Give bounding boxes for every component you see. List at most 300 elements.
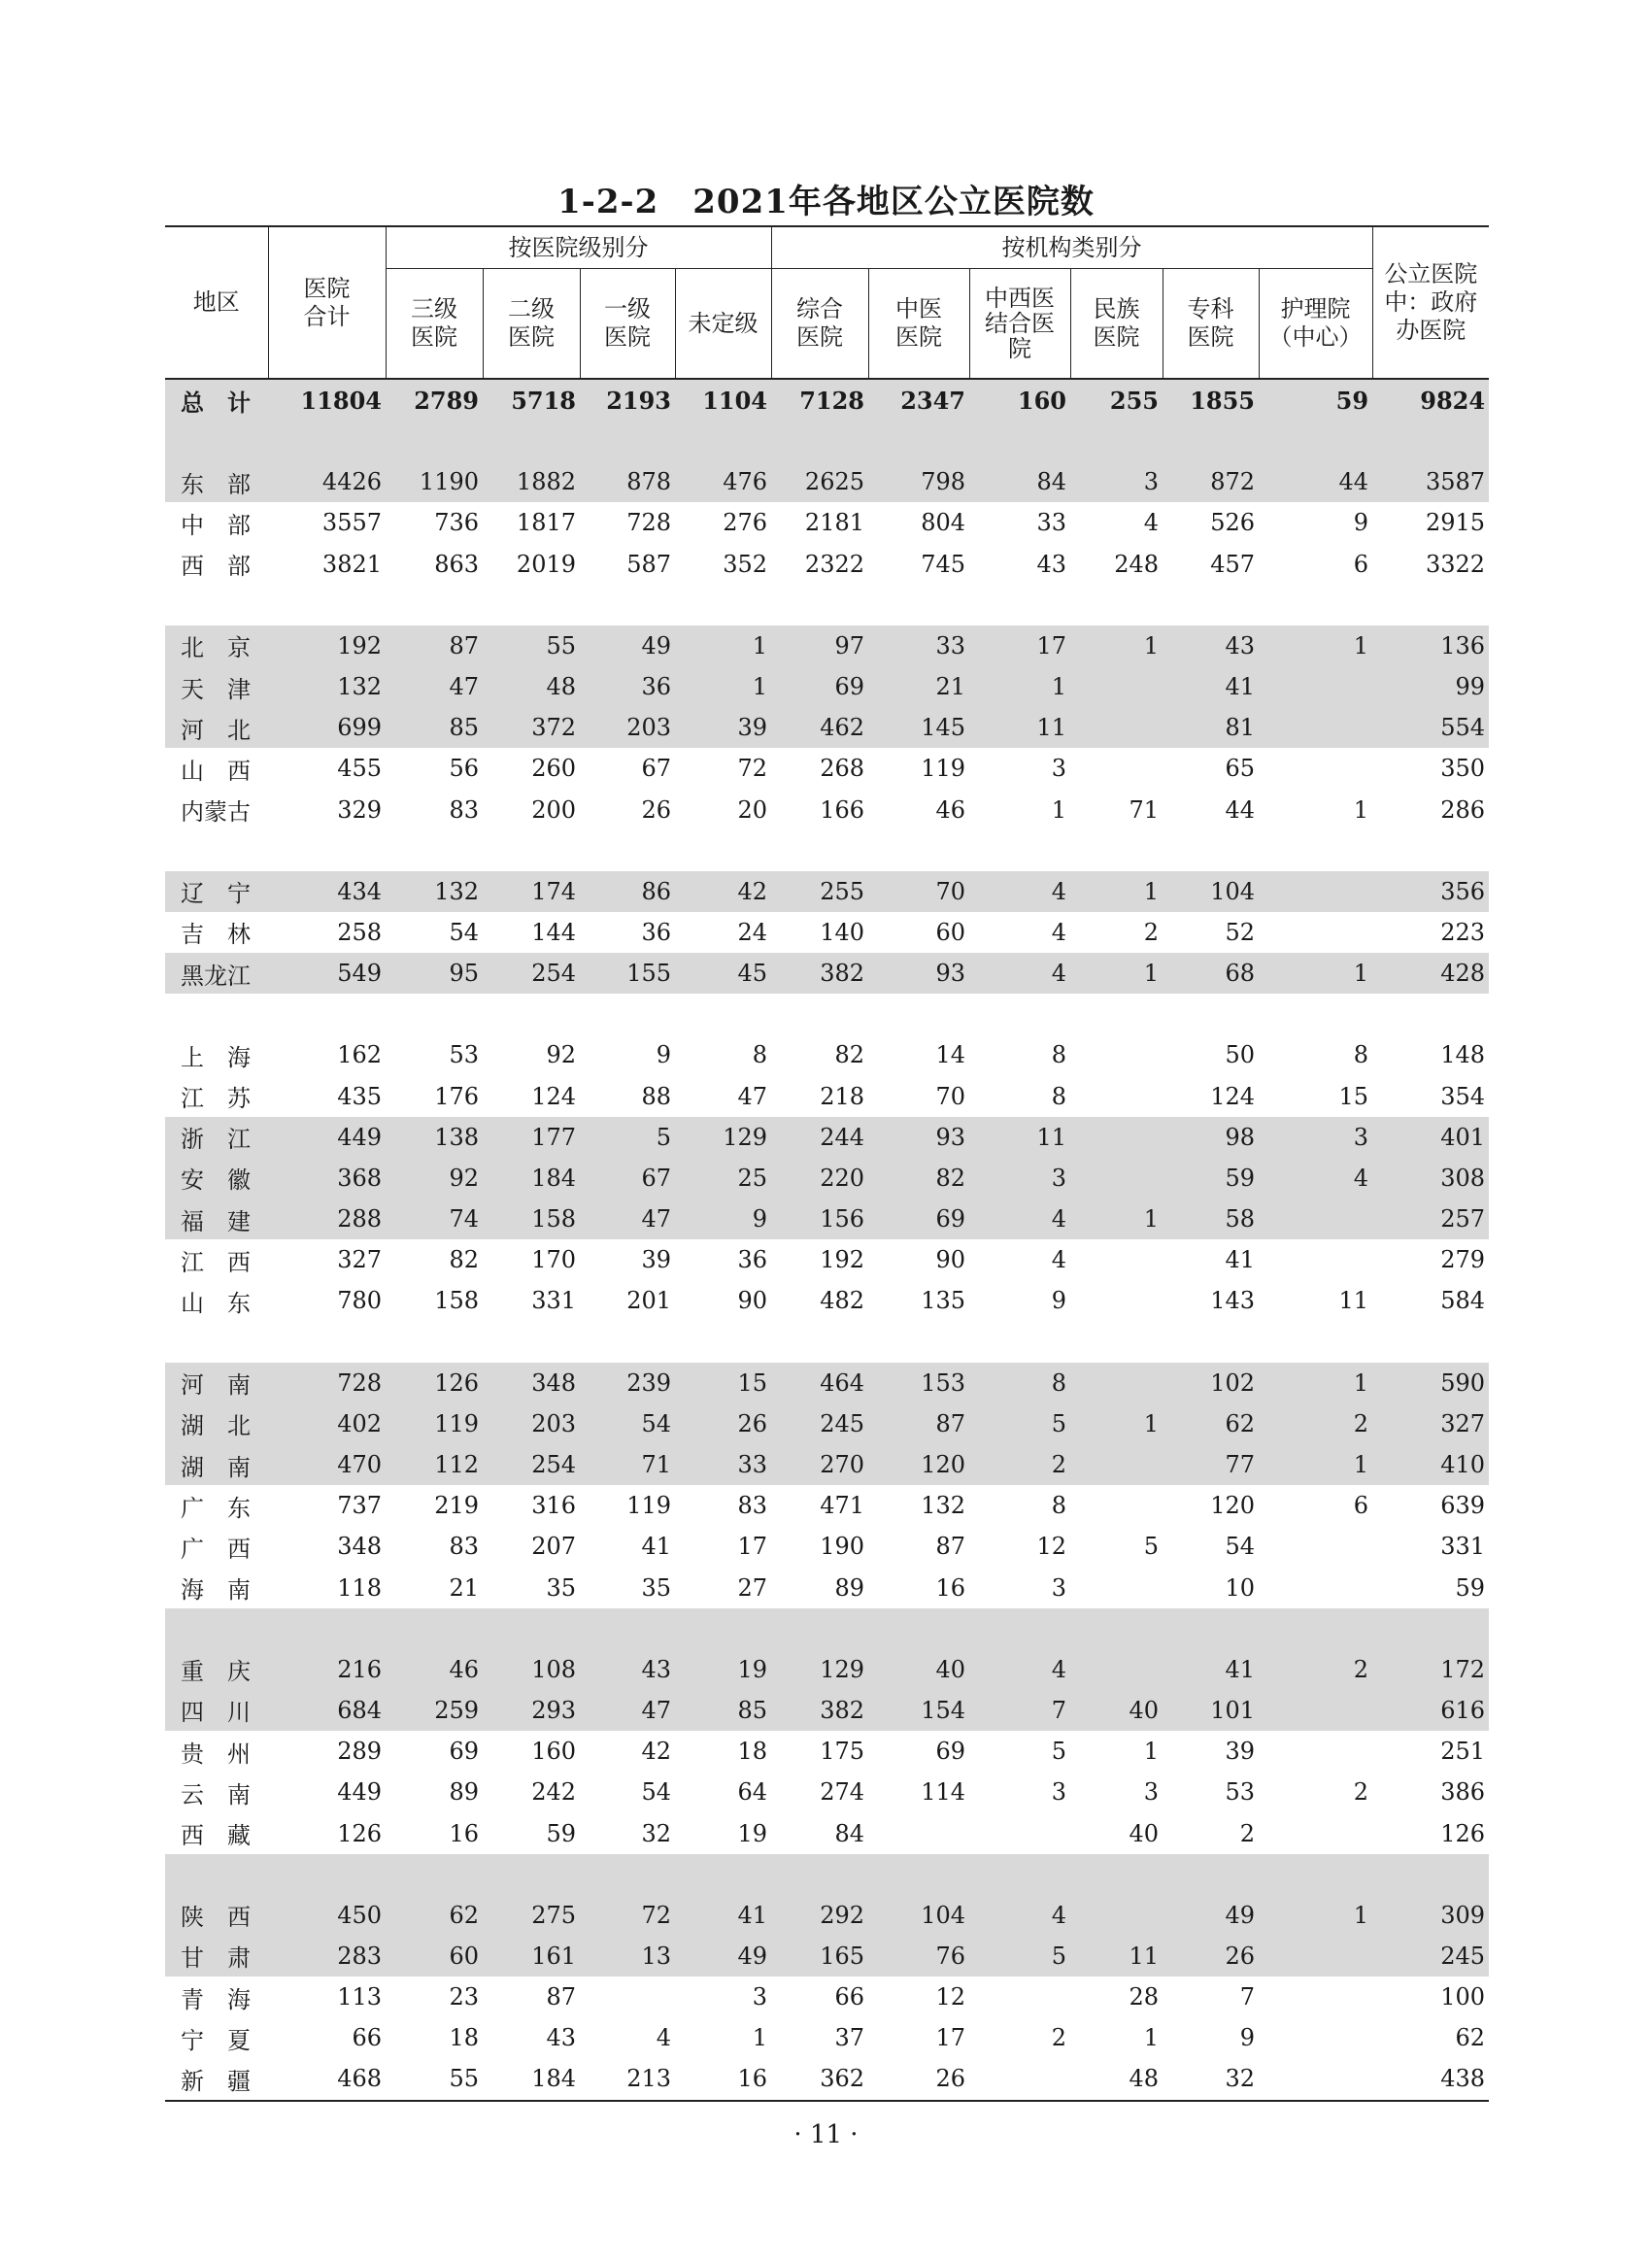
header-nursing: 护理院 （中心） [1259, 269, 1372, 380]
cell-gen: 166 [820, 795, 864, 824]
cell-eth [1070, 1280, 1163, 1321]
cell-l2: 87 [546, 1983, 576, 2011]
cell-eth: 1 [1070, 871, 1163, 912]
cell-tcm: 120 [868, 1444, 969, 1485]
cell-spe: 457 [1210, 550, 1255, 578]
cell-gen: 7128 [771, 379, 868, 421]
spacer-cell [1163, 421, 1259, 461]
cell-nur: 11 [1338, 1287, 1369, 1315]
cell-l1: 4 [656, 2024, 671, 2052]
cell-tcm: 76 [868, 1936, 969, 1977]
cell-eth: 1 [1143, 2024, 1159, 2052]
spacer-cell [1163, 994, 1259, 1034]
spacer-cell [675, 421, 771, 461]
cell-un: 9 [675, 1199, 771, 1239]
cell-gov: 308 [1372, 1158, 1489, 1199]
cell-tcm: 132 [921, 1492, 965, 1520]
cell-gen: 2322 [804, 550, 864, 578]
cell-spe: 9 [1239, 2024, 1255, 2052]
cell-total: 402 [268, 1403, 386, 1444]
cell-l1: 5 [580, 1117, 675, 1158]
cell-tcm: 114 [921, 1778, 965, 1807]
cell-int: 4 [1051, 1246, 1066, 1274]
table-row [165, 461, 1489, 502]
header-group-type: 按机构类别分 [771, 226, 1372, 269]
cell-l2: 207 [531, 1533, 576, 1561]
cell-int: 11 [969, 1117, 1070, 1158]
cell-tcm: 70 [868, 871, 969, 912]
cell-gov: 279 [1440, 1246, 1486, 1274]
cell-l2: 177 [483, 1117, 580, 1158]
cell-tcm: 70 [935, 1082, 965, 1110]
cell-nur [1259, 2017, 1372, 2058]
spacer-cell [675, 1854, 771, 1895]
table-row [165, 625, 1489, 666]
spacer-row [165, 830, 1489, 871]
cell-total: 126 [337, 1819, 382, 1847]
cell-spe: 2 [1239, 1819, 1255, 1847]
spacer-cell [868, 1322, 969, 1363]
cell-total: 132 [268, 666, 386, 707]
cell-gov: 251 [1440, 1738, 1486, 1766]
cell-l1: 71 [580, 1444, 675, 1485]
cell-l3: 138 [386, 1117, 483, 1158]
table-row [165, 1158, 1489, 1199]
cell-total: 289 [337, 1738, 382, 1766]
header-level3: 三级 医院 [386, 269, 483, 380]
spacer-cell [1259, 1854, 1372, 1895]
cell-un: 24 [737, 918, 767, 946]
cell-gov: 9824 [1372, 379, 1489, 421]
cell-nur: 1 [1259, 1444, 1372, 1485]
spacer-cell [1163, 585, 1259, 625]
cell-tcm: 26 [868, 2058, 969, 2100]
hospital-count-table [165, 225, 1489, 2102]
cell-l3: 95 [386, 953, 483, 994]
total-row [165, 379, 1489, 421]
spacer-cell [1070, 1322, 1163, 1363]
cell-eth [1070, 748, 1163, 789]
cell-gen: 462 [771, 707, 868, 748]
cell-int: 2 [969, 1444, 1070, 1485]
spacer-cell [868, 1608, 969, 1649]
table-body [165, 379, 1489, 2101]
cell-eth: 48 [1070, 2058, 1163, 2100]
cell-l1: 39 [641, 1246, 671, 1274]
table-row [165, 666, 1489, 707]
spacer-cell [771, 1608, 868, 1649]
cell-un: 8 [752, 1041, 767, 1069]
cell-tcm: 69 [868, 1199, 969, 1239]
cell-spe: 50 [1225, 1041, 1255, 1069]
cell-un: 1104 [675, 379, 771, 421]
cell-nur [1259, 1199, 1372, 1239]
spacer-cell [1070, 994, 1163, 1034]
cell-l1: 9 [656, 1041, 671, 1069]
cell-total: 216 [268, 1649, 386, 1690]
cell-spe: 44 [1225, 795, 1255, 824]
spacer-cell [1163, 1322, 1259, 1363]
cell-total: 66 [352, 2024, 382, 2052]
cell-gov: 245 [1372, 1936, 1489, 1977]
cell-un: 476 [675, 461, 771, 502]
cell-gen: 218 [820, 1082, 864, 1110]
cell-l2: 59 [546, 1819, 576, 1847]
region-name: 中 部 [181, 511, 251, 539]
cell-gen: 382 [771, 1690, 868, 1731]
cell-total: 728 [268, 1363, 386, 1403]
cell-l1: 239 [580, 1363, 675, 1403]
table-row [165, 748, 1489, 789]
region-name: 黑龙江 [165, 953, 268, 994]
spacer-cell [969, 994, 1070, 1034]
cell-l1: 878 [580, 461, 675, 502]
cell-l1: 203 [580, 707, 675, 748]
table-row [165, 1075, 1489, 1116]
cell-int: 4 [969, 1895, 1070, 1936]
spacer-cell [268, 994, 386, 1034]
cell-l2: 144 [531, 918, 576, 946]
header-unrated: 未定级 [675, 269, 771, 380]
cell-total: 435 [337, 1082, 382, 1110]
spacer-cell [868, 421, 969, 461]
cell-tcm: 798 [868, 461, 969, 502]
spacer-cell [165, 994, 268, 1034]
cell-nur: 1 [1259, 1895, 1372, 1936]
cell-int [969, 2058, 1070, 2100]
cell-int: 9 [1051, 1287, 1066, 1315]
cell-int: 1 [1051, 795, 1066, 824]
cell-total: 3557 [321, 509, 382, 537]
cell-int: 8 [969, 1363, 1070, 1403]
cell-eth: 1 [1070, 953, 1163, 994]
cell-total: 455 [337, 755, 382, 783]
cell-spe: 98 [1163, 1117, 1259, 1158]
spacer-cell [771, 994, 868, 1034]
cell-total: 288 [268, 1199, 386, 1239]
cell-nur: 1 [1259, 625, 1372, 666]
cell-int: 33 [1036, 509, 1066, 537]
cell-gen: 382 [771, 953, 868, 994]
cell-l3: 112 [386, 1444, 483, 1485]
cell-l3: 89 [449, 1778, 479, 1807]
cell-spe: 65 [1225, 755, 1255, 783]
spacer-cell [165, 585, 268, 625]
cell-l3: 74 [386, 1199, 483, 1239]
region-name: 江 苏 [181, 1085, 251, 1113]
spacer-cell [1070, 1608, 1163, 1649]
cell-eth: 71 [1129, 795, 1159, 824]
cell-int: 8 [1051, 1492, 1066, 1520]
cell-total: 192 [268, 625, 386, 666]
table-row [165, 1977, 1489, 2017]
cell-gen: 84 [834, 1819, 864, 1847]
cell-tcm: 40 [868, 1649, 969, 1690]
cell-nur: 3 [1259, 1117, 1372, 1158]
cell-tcm: 16 [935, 1573, 965, 1602]
cell-un: 15 [675, 1363, 771, 1403]
spacer-cell [675, 1608, 771, 1649]
cell-l1: 54 [580, 1403, 675, 1444]
cell-spe: 49 [1163, 1895, 1259, 1936]
cell-l3: 119 [386, 1403, 483, 1444]
region-name: 吉 林 [181, 921, 251, 949]
region-name: 上 海 [181, 1043, 251, 1071]
table-row [165, 544, 1489, 585]
cell-tcm: 17 [935, 2024, 965, 2052]
cell-gov: 126 [1440, 1819, 1486, 1847]
spacer-cell [165, 421, 268, 461]
spacer-cell [969, 1854, 1070, 1895]
cell-gov: 309 [1372, 1895, 1489, 1936]
cell-un: 49 [675, 1936, 771, 1977]
spacer-cell [1070, 830, 1163, 871]
cell-spe: 41 [1163, 666, 1259, 707]
cell-tcm: 93 [868, 953, 969, 994]
spacer-row [165, 994, 1489, 1034]
cell-eth: 4 [1143, 509, 1159, 537]
table-row [165, 1895, 1489, 1936]
cell-gov: 554 [1372, 707, 1489, 748]
region-name: 山 西 [181, 757, 251, 785]
region-name: 广 西 [181, 1535, 251, 1563]
cell-un: 33 [675, 1444, 771, 1485]
region-name: 浙 江 [165, 1117, 268, 1158]
cell-gen: 37 [834, 2024, 864, 2052]
cell-un: 85 [675, 1690, 771, 1731]
region-name: 山 东 [181, 1289, 251, 1317]
cell-l3: 85 [386, 707, 483, 748]
spacer-cell [868, 830, 969, 871]
cell-gov: 286 [1440, 795, 1486, 824]
cell-eth [1070, 1895, 1163, 1936]
cell-nur: 2 [1353, 1778, 1369, 1807]
spacer-cell [969, 830, 1070, 871]
cell-l2: 48 [483, 666, 580, 707]
cell-l3: 21 [449, 1573, 479, 1602]
header-ethnic: 民族 医院 [1070, 269, 1163, 380]
cell-l2: 260 [531, 755, 576, 783]
cell-l3: 55 [386, 2058, 483, 2100]
cell-l2: 158 [483, 1199, 580, 1239]
cell-nur [1259, 1812, 1372, 1853]
cell-l3: 47 [386, 666, 483, 707]
cell-tcm: 804 [921, 509, 965, 537]
cell-gov: 386 [1440, 1778, 1486, 1807]
cell-gen: 220 [771, 1158, 868, 1199]
cell-l2: 254 [483, 1444, 580, 1485]
cell-total: 368 [268, 1158, 386, 1199]
spacer-cell [483, 1322, 580, 1363]
spacer-cell [386, 1322, 483, 1363]
cell-l3: 2789 [386, 379, 483, 421]
cell-nur: 2 [1259, 1649, 1372, 1690]
cell-spe: 102 [1163, 1363, 1259, 1403]
cell-spe: 59 [1163, 1158, 1259, 1199]
cell-gov: 327 [1372, 1403, 1489, 1444]
cell-l1: 26 [641, 795, 671, 824]
cell-total: 450 [268, 1895, 386, 1936]
cell-int: 3 [1051, 1573, 1066, 1602]
cell-nur: 1 [1353, 795, 1369, 824]
spacer-cell [1163, 1608, 1259, 1649]
cell-int: 5 [1051, 1738, 1066, 1766]
spacer-cell [771, 830, 868, 871]
cell-tcm: 69 [935, 1738, 965, 1766]
cell-gov: 401 [1372, 1117, 1489, 1158]
cell-gov: 136 [1372, 625, 1489, 666]
spacer-cell [268, 421, 386, 461]
cell-eth [1070, 707, 1163, 748]
cell-l3: 53 [449, 1041, 479, 1069]
cell-l1 [580, 1977, 675, 2017]
cell-spe: 43 [1163, 625, 1259, 666]
cell-spe: 104 [1163, 871, 1259, 912]
cell-gov: 331 [1440, 1533, 1486, 1561]
cell-l2: 293 [483, 1690, 580, 1731]
cell-total: 113 [337, 1983, 382, 2011]
cell-eth: 40 [1070, 1690, 1163, 1731]
cell-gen: 2625 [771, 461, 868, 502]
spacer-cell [268, 585, 386, 625]
cell-eth [1070, 1239, 1163, 1280]
cell-l1: 36 [641, 918, 671, 946]
cell-l2: 160 [531, 1738, 576, 1766]
cell-gen: 192 [820, 1246, 864, 1274]
header-general: 综合 医院 [771, 269, 868, 380]
cell-int: 1 [969, 666, 1070, 707]
cell-gen: 362 [771, 2058, 868, 2100]
cell-total: 468 [268, 2058, 386, 2100]
region-name: 青 海 [181, 1985, 251, 2013]
spacer-cell [675, 1322, 771, 1363]
table-row [165, 1772, 1489, 1812]
region-name: 河 北 [165, 707, 268, 748]
cell-l1: 13 [580, 1936, 675, 1977]
cell-un: 3 [752, 1983, 767, 2011]
cell-gen: 244 [771, 1117, 868, 1158]
cell-l1: 41 [641, 1533, 671, 1561]
cell-total: 118 [337, 1573, 382, 1602]
spacer-cell [483, 585, 580, 625]
cell-l3: 92 [386, 1158, 483, 1199]
cell-tcm: 12 [935, 1983, 965, 2011]
cell-gen: 69 [771, 666, 868, 707]
table-row [165, 707, 1489, 748]
cell-l2: 275 [483, 1895, 580, 1936]
cell-l1: 72 [580, 1895, 675, 1936]
cell-eth: 5 [1143, 1533, 1159, 1561]
cell-l2: 184 [483, 1158, 580, 1199]
table-row [165, 1239, 1489, 1280]
spacer-cell [483, 830, 580, 871]
cell-nur: 8 [1353, 1041, 1369, 1069]
table-row [165, 790, 1489, 830]
cell-eth: 3 [1070, 461, 1163, 502]
cell-eth [1070, 1568, 1163, 1608]
spacer-cell [580, 830, 675, 871]
cell-un: 352 [723, 550, 767, 578]
spacer-cell [268, 1322, 386, 1363]
cell-tcm: 119 [921, 755, 965, 783]
cell-int [969, 1977, 1070, 2017]
spacer-cell [1163, 830, 1259, 871]
cell-int: 8 [1051, 1082, 1066, 1110]
cell-tcm: 154 [868, 1690, 969, 1731]
cell-int: 17 [969, 625, 1070, 666]
cell-nur [1259, 912, 1372, 953]
spacer-cell [1372, 585, 1489, 625]
region-name: 河 南 [165, 1363, 268, 1403]
cell-gen: 129 [771, 1649, 868, 1690]
table-row [165, 1936, 1489, 1977]
cell-int: 8 [1051, 1041, 1066, 1069]
cell-tcm: 2347 [868, 379, 969, 421]
cell-tcm: 33 [868, 625, 969, 666]
spacer-cell [268, 1854, 386, 1895]
cell-nur [1259, 1239, 1372, 1280]
spacer-cell [1163, 1854, 1259, 1895]
cell-un: 72 [737, 755, 767, 783]
header-gov: 公立医院 中：政府 办医院 [1372, 226, 1489, 379]
cell-eth: 40 [1129, 1819, 1159, 1847]
spacer-cell [868, 585, 969, 625]
cell-gen: 140 [820, 918, 864, 946]
cell-l3: 158 [434, 1287, 479, 1315]
cell-eth: 1 [1143, 1738, 1159, 1766]
region-name: 福 建 [165, 1199, 268, 1239]
cell-un: 39 [675, 707, 771, 748]
header-region: 地区 [165, 226, 268, 379]
cell-eth: 1 [1070, 1403, 1163, 1444]
cell-un: 27 [737, 1573, 767, 1602]
cell-un: 17 [737, 1533, 767, 1561]
spacer-cell [483, 1608, 580, 1649]
cell-gen: 471 [820, 1492, 864, 1520]
spacer-cell [771, 585, 868, 625]
region-name: 天 津 [165, 666, 268, 707]
table-row [165, 1690, 1489, 1731]
cell-nur: 1 [1259, 953, 1372, 994]
spacer-cell [868, 994, 969, 1034]
spacer-cell [580, 1322, 675, 1363]
spacer-cell [1372, 830, 1489, 871]
cell-total: 699 [268, 707, 386, 748]
cell-gov: 148 [1440, 1041, 1486, 1069]
cell-total: 283 [268, 1936, 386, 1977]
cell-tcm: 14 [935, 1041, 965, 1069]
region-name: 湖 北 [165, 1403, 268, 1444]
cell-un: 42 [675, 871, 771, 912]
cell-spe: 32 [1163, 2058, 1259, 2100]
cell-gov: 428 [1372, 953, 1489, 994]
cell-gov: 350 [1440, 755, 1486, 783]
cell-total: 3821 [321, 550, 382, 578]
cell-eth [1070, 1363, 1163, 1403]
cell-eth: 248 [1114, 550, 1159, 578]
table-row [165, 1812, 1489, 1853]
cell-gov: 584 [1440, 1287, 1486, 1315]
cell-l2: 1882 [483, 461, 580, 502]
cell-total: 780 [337, 1287, 382, 1315]
cell-spe: 41 [1225, 1246, 1255, 1274]
cell-spe: 53 [1225, 1778, 1255, 1807]
cell-total: 162 [337, 1041, 382, 1069]
spacer-cell [580, 994, 675, 1034]
region-name: 四 川 [165, 1690, 268, 1731]
cell-gen: 165 [771, 1936, 868, 1977]
spacer-cell [1372, 994, 1489, 1034]
